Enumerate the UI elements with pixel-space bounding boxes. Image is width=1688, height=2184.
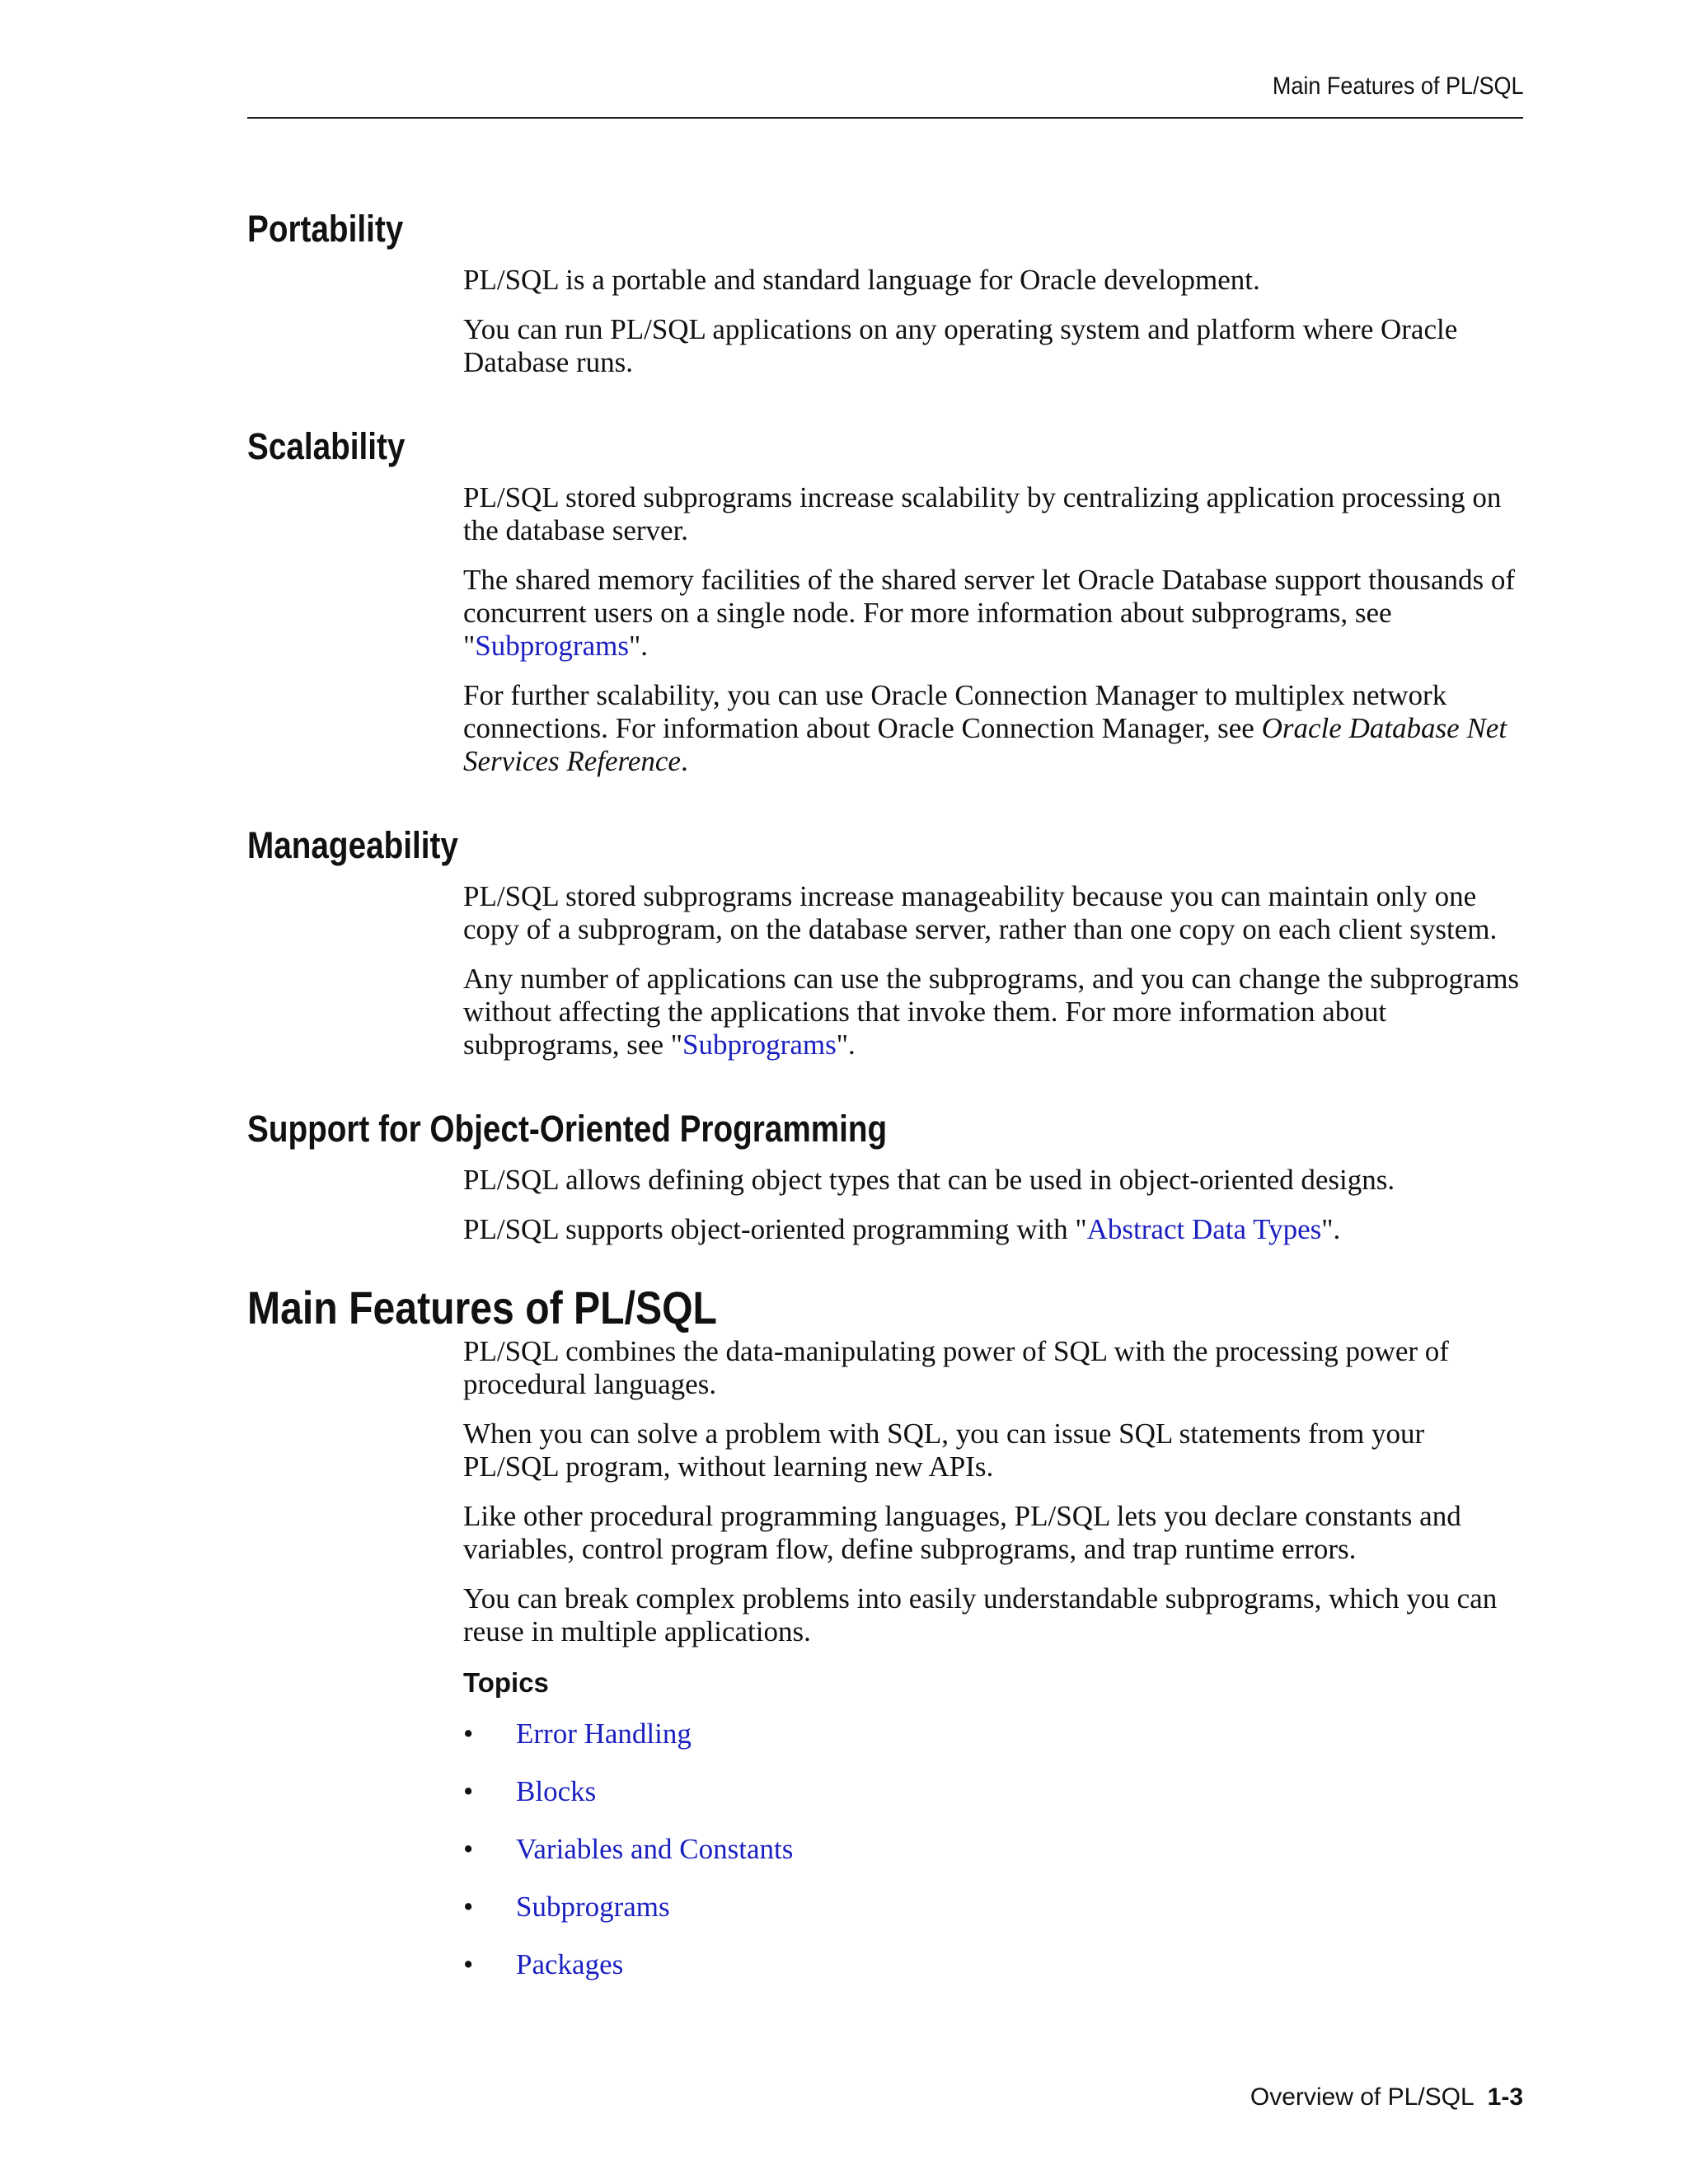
topic-link-variables-and-constants[interactable]: Variables and Constants — [516, 1833, 794, 1865]
topic-link-blocks[interactable]: Blocks — [516, 1775, 597, 1807]
paragraph: PL/SQL stored subprograms increase manageability because you can maintain only one copy of a subprogram, on the database server, rather than one copy on each client system. — [463, 880, 1498, 945]
list-item — [463, 1891, 1523, 1948]
topic-link-subprograms[interactable]: Subprograms — [516, 1891, 670, 1923]
paragraph: PL/SQL combines the data-manipulating power of SQL with the processing power of procedural languages. — [463, 1335, 1449, 1400]
list-item — [463, 1833, 1523, 1891]
paragraph: When you can solve a problem with SQL, you can issue SQL statements from your PL/SQL program, without learning new APIs. — [463, 1418, 1425, 1483]
section-heading-oop: Support for Object-Oriented Programming — [247, 1108, 888, 1150]
section-body-manageability — [463, 880, 1523, 1062]
paragraph: PL/SQL allows defining object types that can be used in object-oriented designs. — [463, 1164, 1395, 1196]
page-title: Main Features of PL/SQL — [247, 1282, 717, 1333]
section-body-scalability — [463, 481, 1523, 778]
bullet-icon: • — [463, 1891, 474, 1923]
paragraph: You can run PL/SQL applications on any operating system and platform where Oracle Database runs. — [463, 313, 1458, 378]
paragraph: PL/SQL is a portable and standard language for Oracle development. — [463, 264, 1260, 296]
page-footer — [1250, 2083, 1523, 2111]
topic-link-packages[interactable]: Packages — [516, 1948, 624, 1980]
bullet-icon: • — [463, 1718, 474, 1750]
section-body-portability — [463, 264, 1523, 379]
section-heading-manageability: Manageability — [247, 824, 458, 866]
page-number: 1-3 — [1487, 2083, 1523, 2111]
paragraph: You can break complex problems into easily understandable subprograms, which you can reuse in multiple applications. — [463, 1582, 1498, 1647]
page-content — [247, 206, 1523, 2006]
subprograms-link[interactable]: Subprograms — [682, 1029, 837, 1061]
paragraph: PL/SQL supports object-oriented programming with "Abstract Data Types". — [463, 1213, 1341, 1245]
section-body-oop — [463, 1164, 1523, 1246]
paragraph: For further scalability, you can use Oracle Connection Manager to multiplex network connections. For information about Oracle Connection Manager, see Oracle Database Net Services Reference. — [463, 679, 1507, 777]
list-item — [463, 1718, 1523, 1775]
list-item — [463, 1948, 1523, 2006]
bullet-icon: • — [463, 1948, 474, 1980]
list-item — [463, 1775, 1523, 1833]
paragraph: PL/SQL stored subprograms increase scalability by centralizing application processing on the database server. — [463, 481, 1502, 546]
paragraph: Like other procedural programming languages, PL/SQL lets you declare constants and variables, control program flow, define subprograms, and trap runtime errors. — [463, 1500, 1461, 1565]
book-title: Oracle Database Net Services Reference — [463, 712, 1507, 777]
abstract-data-types-link[interactable]: Abstract Data Types — [1086, 1213, 1322, 1245]
header-rule — [247, 117, 1523, 119]
section-heading-portability: Portability — [247, 208, 404, 250]
footer-text: Overview of PL/SQL — [1250, 2083, 1475, 2111]
topic-link-error-handling[interactable]: Error Handling — [516, 1718, 692, 1750]
running-header: Main Features of PL/SQL — [1272, 73, 1523, 100]
section-heading-scalability: Scalability — [247, 425, 406, 467]
paragraph: Any number of applications can use the subprograms, and you can change the subprograms without affecting the applications that invoke them. For more information about subprograms, see "Subprograms". — [463, 963, 1520, 1061]
bullet-icon: • — [463, 1833, 474, 1865]
bullet-icon: • — [463, 1775, 474, 1807]
paragraph: The shared memory facilities of the shared server let Oracle Database support thousands of concurrent users on a single node. For more information about subprograms, see "Subprograms". — [463, 564, 1516, 662]
subprograms-link[interactable]: Subprograms — [475, 630, 629, 662]
section-body-main-features — [463, 1335, 1523, 2006]
topics-list — [463, 1718, 1523, 2006]
topics-label: Topics — [463, 1667, 549, 1698]
